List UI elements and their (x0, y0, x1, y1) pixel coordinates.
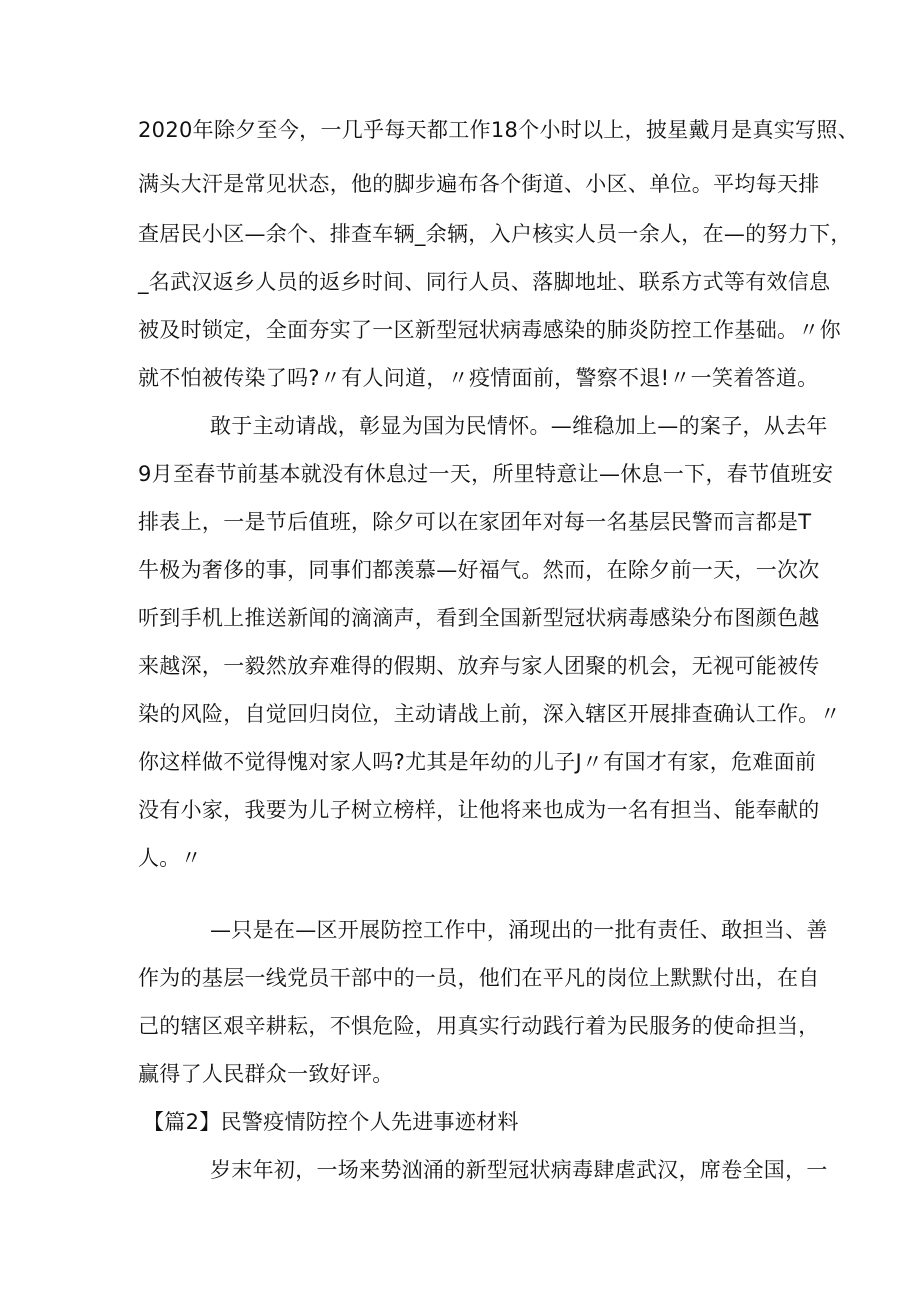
text-line: 2020年除夕至今，一几乎每天都工作18个小时以上，披星戴月是真实写照、 (138, 118, 859, 142)
text-line: 人。〃 (138, 846, 202, 870)
text-line: 染的风险，自觉回归岗位，主动请战上前，深入辖区开展排查确认工作。〃 (138, 702, 841, 726)
text-line: 查居民小区—余个、排查车辆_余辆，入户核实人员一余人，在—的努力下， (138, 222, 852, 246)
text-line: 己的辖区艰辛耕耘，不惧危险，用真实行动践行着为民服务的使命担当， (138, 1014, 820, 1038)
text-line: 敢于主动请战，彰显为国为民情怀。—维稳加上—的案子，从去年 (210, 414, 828, 438)
text-line: 排表上，一是节后值班，除夕可以在家团年对每一名基层民警而言都是T (138, 510, 812, 534)
text-line: 满头大汗是常见状态，他的脚步遍布各个街道、小区、单位。平均每天排 (138, 172, 820, 196)
text-line: _名武汉返乡人员的返乡时间、同行人员、落脚地址、联系方式等有效信息 (138, 270, 831, 294)
text-line: 作为的基层一线党员干部中的一员，他们在平凡的岗位上默默付出，在自 (138, 966, 820, 990)
text-line: 你这样做不觉得愧对家人吗?尤其是年幼的儿子J〃有国才有家，危难面前 (138, 750, 817, 774)
text-line: 岁末年初，一场来势汹涌的新型冠状病毒肆虐武汉，席卷全国，一 (210, 1158, 828, 1182)
text-line: 9月至春节前基本就没有休息过一天，所里特意让—休息一下，春节值班安 (138, 462, 834, 486)
text-line: 被及时锁定，全面夯实了一区新型冠状病毒感染的肺炎防控工作基础。〃你 (138, 318, 841, 342)
text-line: 来越深，一毅然放弃难得的假期、放弃与家人团聚的机会，无视可能被传 (138, 654, 820, 678)
text-line: —只是在—区开展防控工作中，涌现出的一批有责任、敢担当、善 (210, 918, 828, 942)
text-line: 牛极为奢侈的事，同事们都羡慕—好福气。然而，在除夕前一天，一次次 (138, 558, 820, 582)
text-line: 没有小家，我要为儿子树立榜样，让他将来也成为一名有担当、能奉献的 (138, 798, 820, 822)
text-line: 听到手机上推送新闻的滴滴声，看到全国新型冠状病毒感染分布图颜色越 (138, 606, 820, 630)
text-line: 就不怕被传染了吗?〃有人问道，〃疫情面前，警察不退!〃一笑着答道。 (138, 366, 819, 390)
text-line: 赢得了人民群众一致好评。 (138, 1062, 394, 1086)
section-heading: 【篇2】民警疫情防控个人先进事迹材料 (143, 1110, 519, 1134)
